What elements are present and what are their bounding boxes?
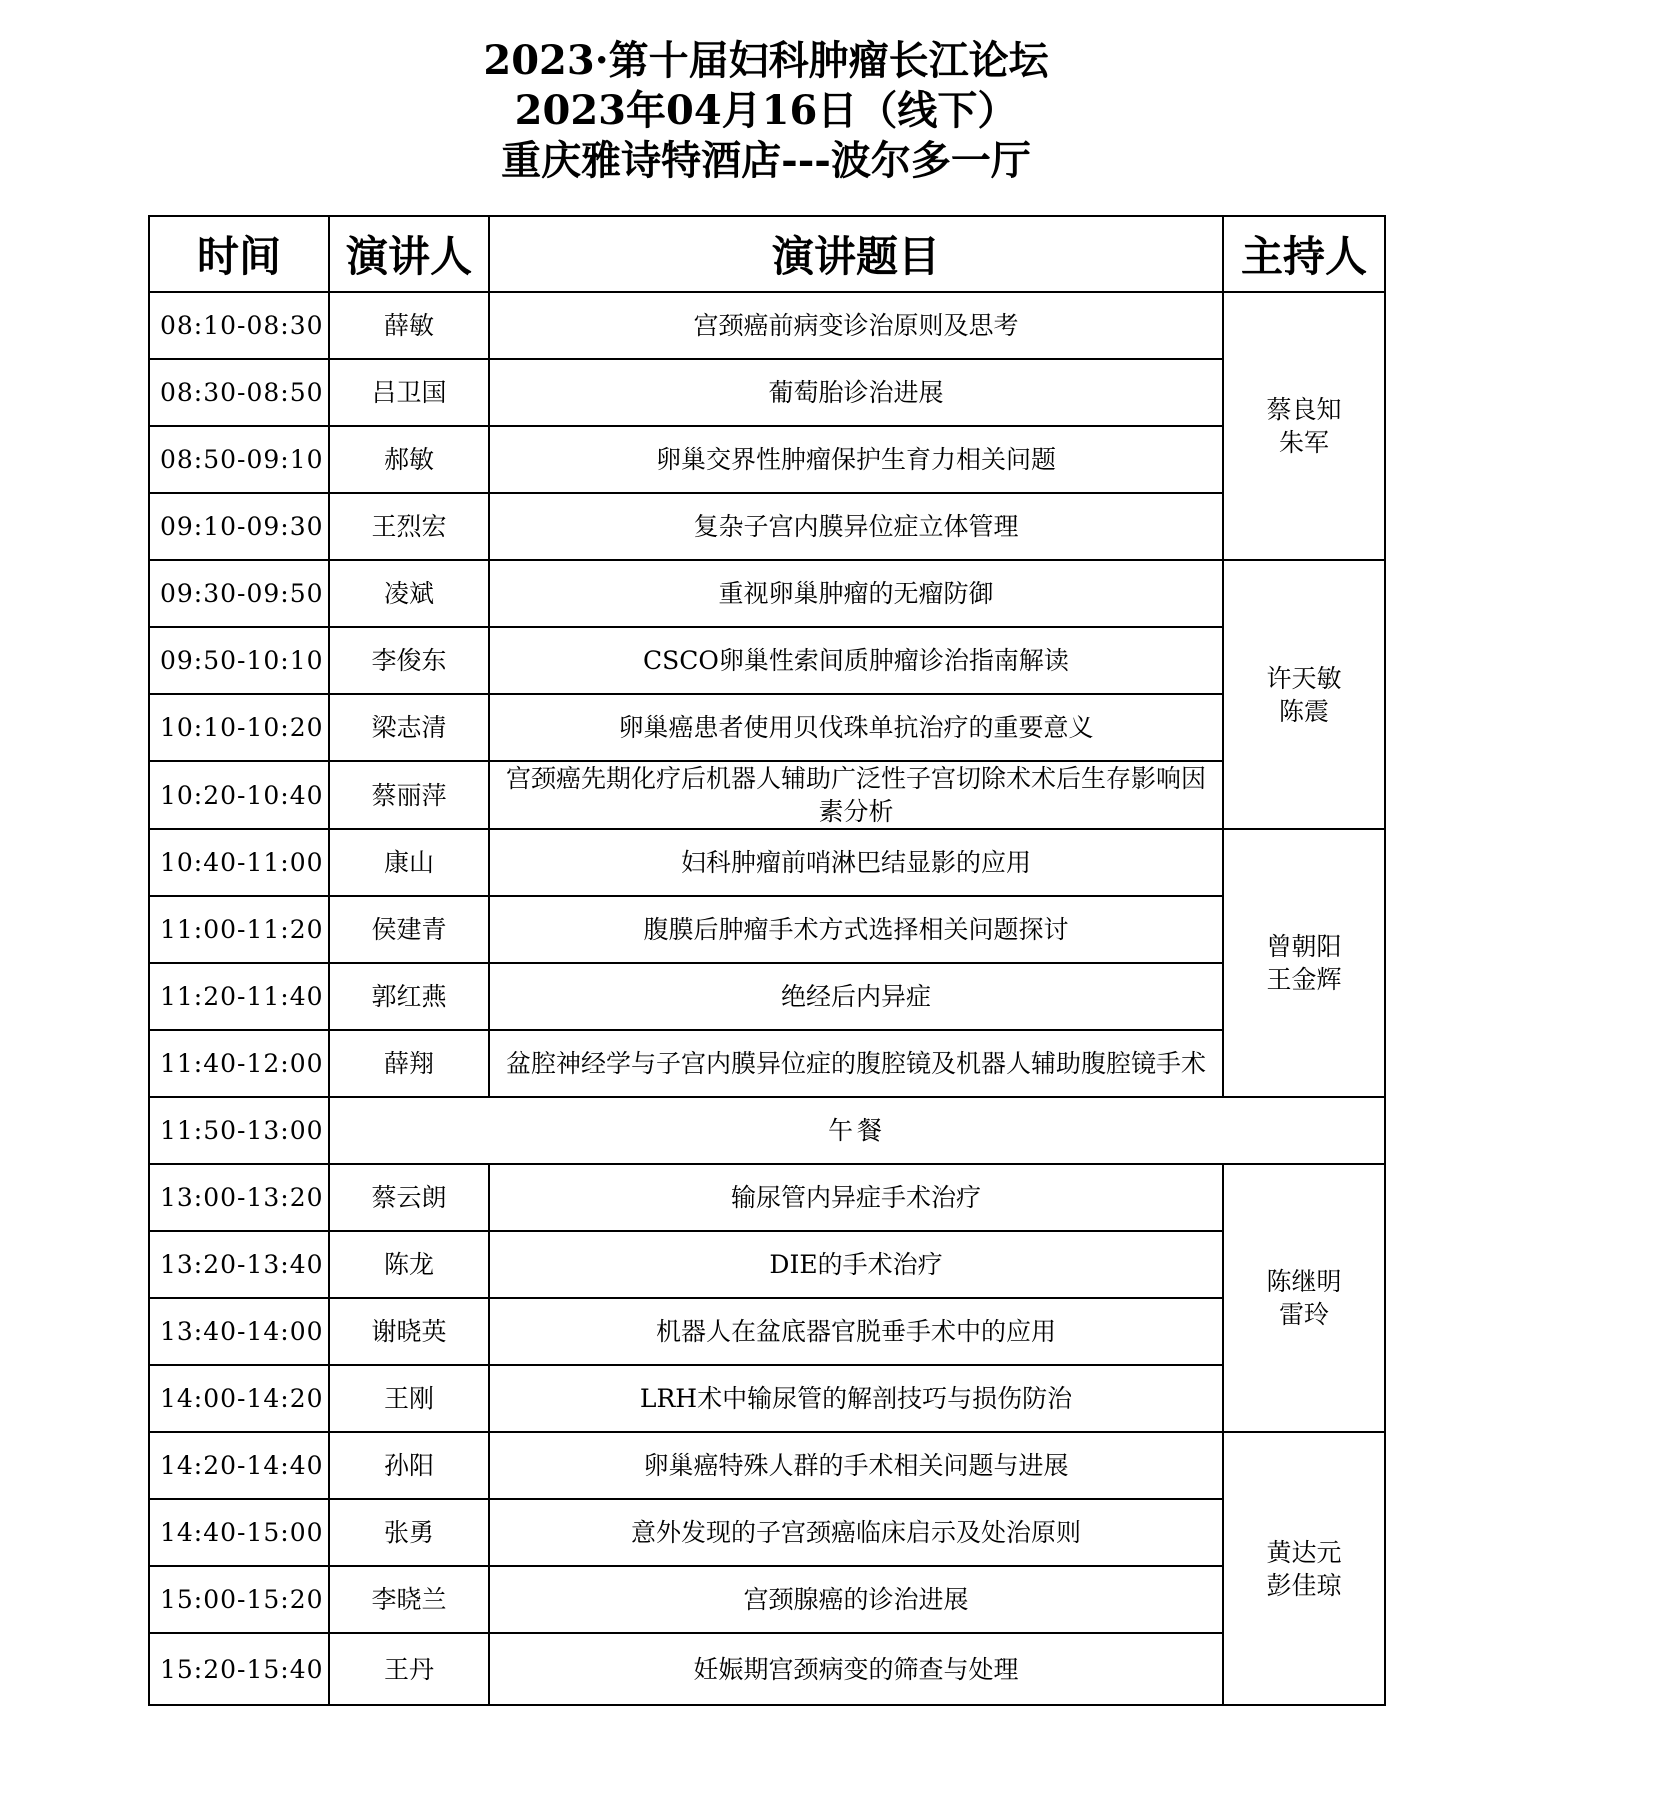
table-row: [149, 493, 1385, 560]
table-row: [149, 1164, 1385, 1231]
host-name: 陈震: [1278, 696, 1329, 726]
table-row: [149, 1432, 1385, 1499]
table-row: [149, 1499, 1385, 1566]
time-cell: 10:40-11:00: [149, 829, 329, 896]
topic-cell: 妇科肿瘤前哨淋巴结显影的应用: [489, 829, 1223, 896]
topic-cell: CSCO卵巢性索间质肿瘤诊治指南解读: [489, 627, 1223, 694]
speaker-cell: 侯建青: [329, 896, 489, 963]
table-row: [149, 829, 1385, 896]
schedule-body: [149, 292, 1385, 1705]
header-time: 时间: [149, 216, 329, 292]
topic-cell: 宫颈癌前病变诊治原则及思考: [489, 292, 1223, 359]
time-cell: 08:30-08:50: [149, 359, 329, 426]
speaker-cell: 薛翔: [329, 1030, 489, 1097]
host-name: 雷玲: [1278, 1300, 1329, 1329]
table-row: [149, 1566, 1385, 1633]
table-row: [149, 359, 1385, 426]
table-header-row: [149, 216, 1385, 292]
host-cell: [1223, 1164, 1385, 1432]
time-cell: 11:00-11:20: [149, 896, 329, 963]
document-title: [148, 36, 1384, 186]
speaker-cell: 王烈宏: [329, 493, 489, 560]
time-cell: 09:30-09:50: [149, 560, 329, 627]
time-cell: 11:50-13:00: [149, 1097, 329, 1164]
time-cell: 08:50-09:10: [149, 426, 329, 493]
host-name: 朱军: [1278, 428, 1329, 457]
topic-cell: 复杂子宫内膜异位症立体管理: [489, 493, 1223, 560]
topic-cell: 妊娠期宫颈病变的筛查与处理: [489, 1633, 1223, 1705]
time-cell: 10:20-10:40: [149, 761, 329, 829]
time-cell: 11:40-12:00: [149, 1030, 329, 1097]
topic-cell: 卵巢癌特殊人群的手术相关问题与进展: [489, 1432, 1223, 1499]
table-row: [149, 627, 1385, 694]
speaker-cell: 李晓兰: [329, 1566, 489, 1633]
table-row: [149, 560, 1385, 627]
speaker-cell: 张勇: [329, 1499, 489, 1566]
time-cell: 14:00-14:20: [149, 1365, 329, 1432]
header-topic: 演讲题目: [489, 216, 1223, 292]
host-cell: [1223, 292, 1385, 560]
table-row: [149, 896, 1385, 963]
topic-cell: 输尿管内异症手术治疗: [489, 1164, 1223, 1231]
table-row: [149, 1633, 1385, 1705]
speaker-cell: 陈龙: [329, 1231, 489, 1298]
speaker-cell: 蔡丽萍: [329, 761, 489, 829]
time-cell: 15:00-15:20: [149, 1566, 329, 1633]
table-row: [149, 1298, 1385, 1365]
time-cell: 08:10-08:30: [149, 292, 329, 359]
topic-cell: 盆腔神经学与子宫内膜异位症的腹腔镜及机器人辅助腹腔镜手术: [489, 1030, 1223, 1097]
table-row: [149, 292, 1385, 359]
speaker-cell: 薛敏: [329, 292, 489, 359]
speaker-cell: 凌斌: [329, 560, 489, 627]
table-row: [149, 1365, 1385, 1432]
title-line-forum: 2023·第十届妇科肿瘤长江论坛: [483, 37, 1049, 84]
table-row: [149, 1231, 1385, 1298]
speaker-cell: 梁志清: [329, 694, 489, 761]
speaker-cell: 谢晓英: [329, 1298, 489, 1365]
table-row: [149, 963, 1385, 1030]
speaker-cell: 孙阳: [329, 1432, 489, 1499]
host-name: 曾朝阳: [1266, 932, 1342, 961]
topic-cell: 卵巢交界性肿瘤保护生育力相关问题: [489, 426, 1223, 493]
topic-cell: DIE的手术治疗: [489, 1231, 1223, 1298]
speaker-cell: 郭红燕: [329, 963, 489, 1030]
host-name: 蔡良知: [1266, 395, 1342, 424]
speaker-cell: 蔡云朗: [329, 1164, 489, 1231]
time-cell: 13:00-13:20: [149, 1164, 329, 1231]
time-cell: 13:20-13:40: [149, 1231, 329, 1298]
time-cell: 15:20-15:40: [149, 1633, 329, 1705]
table-row: [149, 761, 1385, 829]
host-name: 王金辉: [1266, 965, 1342, 994]
topic-cell: 绝经后内异症: [489, 963, 1223, 1030]
table-row: [149, 426, 1385, 493]
host-name: 陈继明: [1266, 1267, 1342, 1296]
time-cell: 11:20-11:40: [149, 963, 329, 1030]
host-cell: [1223, 829, 1385, 1097]
host-name: 许天敏: [1266, 663, 1342, 693]
schedule-table: [148, 215, 1386, 1706]
speaker-cell: 王丹: [329, 1633, 489, 1705]
topic-cell: 机器人在盆底器官脱垂手术中的应用: [489, 1298, 1223, 1365]
host-name: 彭佳琼: [1266, 1570, 1342, 1600]
speaker-cell: 康山: [329, 829, 489, 896]
time-cell: 13:40-14:00: [149, 1298, 329, 1365]
speaker-cell: 王刚: [329, 1365, 489, 1432]
host-cell: [1223, 1432, 1385, 1705]
time-cell: 14:40-15:00: [149, 1499, 329, 1566]
topic-cell: 卵巢癌患者使用贝伐珠单抗治疗的重要意义: [489, 694, 1223, 761]
header-host: 主持人: [1223, 216, 1385, 292]
topic-cell: 意外发现的子宫颈癌临床启示及处治原则: [489, 1499, 1223, 1566]
host-cell: [1223, 560, 1385, 829]
topic-cell: 重视卵巢肿瘤的无瘤防御: [489, 560, 1223, 627]
title-line-date: 2023年04月16日（线下）: [514, 87, 1018, 134]
header-speaker: 演讲人: [329, 216, 489, 292]
speaker-cell: 李俊东: [329, 627, 489, 694]
topic-cell: 宫颈腺癌的诊治进展: [489, 1566, 1223, 1633]
time-cell: 09:50-10:10: [149, 627, 329, 694]
host-name: 黄达元: [1266, 1537, 1342, 1567]
title-line-venue: 重庆雅诗特酒店---波尔多一厅: [501, 137, 1031, 184]
time-cell: 10:10-10:20: [149, 694, 329, 761]
topic-cell: 宫颈癌先期化疗后机器人辅助广泛性子宫切除术术后生存影响因素分析: [489, 761, 1223, 829]
table-row: [149, 1030, 1385, 1097]
lunch-row: [149, 1097, 1385, 1164]
speaker-cell: 吕卫国: [329, 359, 489, 426]
time-cell: 09:10-09:30: [149, 493, 329, 560]
lunch-cell: 午餐: [329, 1097, 1385, 1164]
time-cell: 14:20-14:40: [149, 1432, 329, 1499]
speaker-cell: 郝敏: [329, 426, 489, 493]
table-row: [149, 694, 1385, 761]
topic-cell: 葡萄胎诊治进展: [489, 359, 1223, 426]
topic-cell: 腹膜后肿瘤手术方式选择相关问题探讨: [489, 896, 1223, 963]
topic-cell: LRH术中输尿管的解剖技巧与损伤防治: [489, 1365, 1223, 1432]
